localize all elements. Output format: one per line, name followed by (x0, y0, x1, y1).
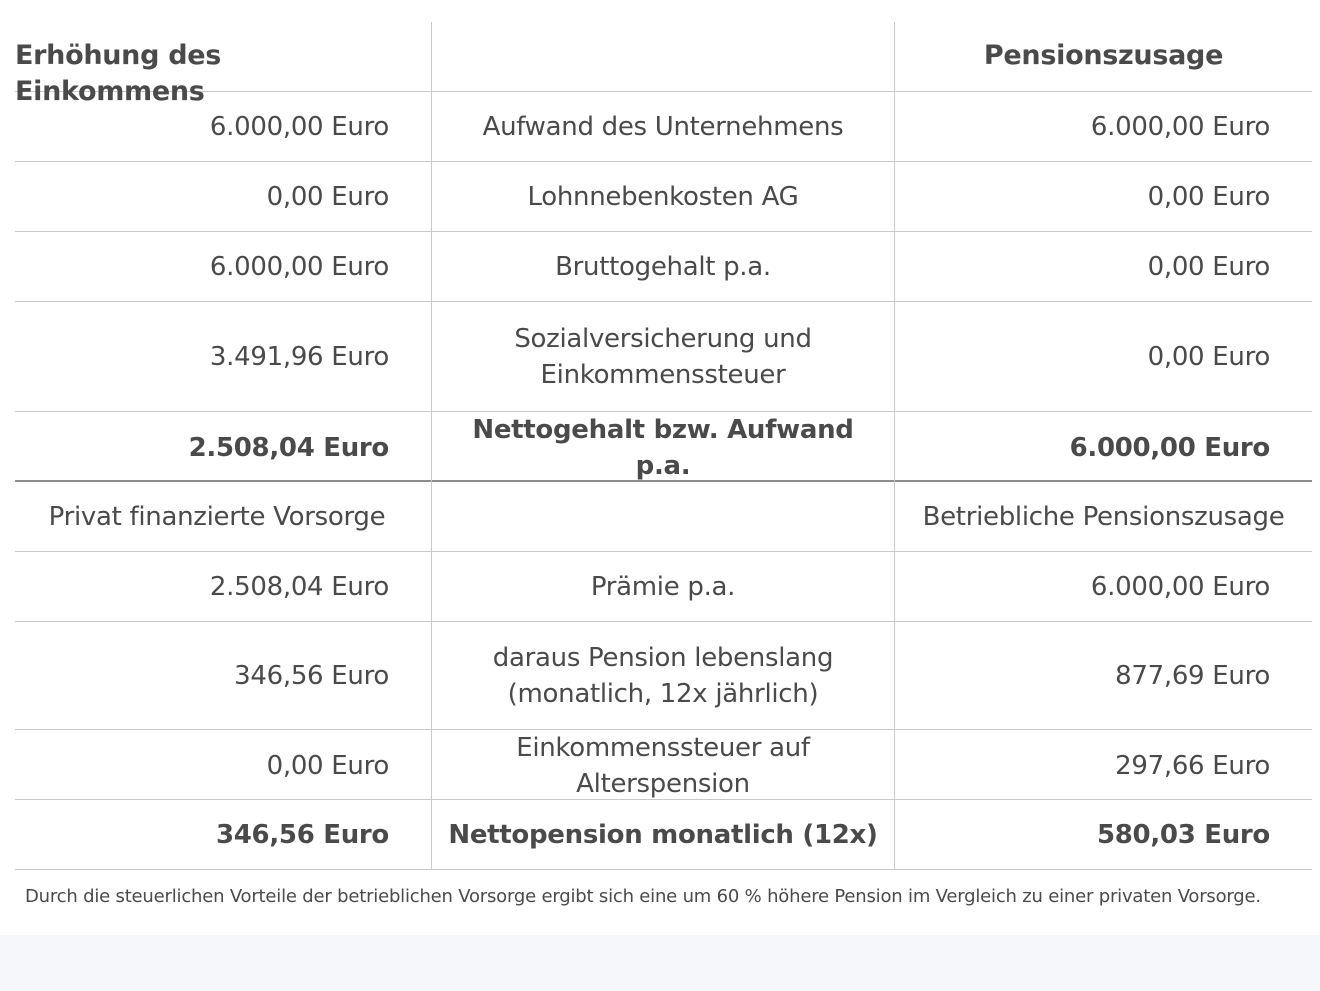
table-row-total (15, 412, 1312, 482)
table-row (15, 302, 1312, 412)
cell-label-line: daraus Pension lebenslang (492, 642, 834, 673)
cell-right: 6.000,00 Euro (1090, 571, 1270, 602)
cell-label (432, 622, 895, 729)
subheader-middle (432, 482, 895, 551)
table-row (15, 552, 1312, 622)
table-header-row (15, 22, 1312, 107)
cell-label: Nettopension monatlich (12x) (432, 800, 895, 869)
cell-left: 6.000,00 Euro (15, 92, 432, 161)
cell-label-line: Einkommenssteuer (540, 359, 786, 390)
footnote: Durch die steuerlichen Vorteile der betrieblichen Vorsorge ergibt sich eine um 60 % höhere Pension im Vergleich zu einer privaten Vorsorge. (25, 886, 1261, 907)
cell-right: 6.000,00 Euro (1090, 111, 1270, 142)
header-left: Erhöhung des Einkommens (15, 22, 432, 110)
cell-left: 2.508,04 Euro (15, 552, 432, 621)
cell-left: 346,56 Euro (15, 622, 432, 729)
cell-right: 877,69 Euro (1115, 660, 1270, 691)
cell-left: 0,00 Euro (15, 162, 432, 231)
cell-label: Einkommenssteuer auf Alterspension (432, 730, 895, 802)
cell-right: 6.000,00 Euro (1069, 433, 1270, 463)
table-row (15, 92, 1312, 162)
cell-left: 0,00 Euro (15, 730, 432, 802)
cell-right: 0,00 Euro (1147, 181, 1270, 212)
cell-right: 580,03 Euro (1096, 819, 1270, 850)
cell-right: 0,00 Euro (1147, 341, 1270, 372)
header-right: Pensionszusage (983, 40, 1224, 71)
table-row (15, 162, 1312, 232)
subheader-right: Betriebliche Pensionszusage (922, 501, 1285, 532)
cell-left: 3.491,96 Euro (15, 302, 432, 411)
bottom-band (0, 935, 1320, 991)
cell-right: 297,66 Euro (1115, 751, 1270, 781)
cell-left: 346,56 Euro (15, 800, 432, 869)
cell-label-line: (monatlich, 12x jährlich) (507, 678, 819, 709)
cell-right: 0,00 Euro (1147, 251, 1270, 282)
table-subheader-row (15, 482, 1312, 552)
cell-label: Prämie p.a. (432, 552, 895, 621)
cell-label-line: Sozialversicherung und (514, 323, 812, 354)
cell-label: Bruttogehalt p.a. (432, 232, 895, 301)
table-row (15, 730, 1312, 800)
cell-left: 6.000,00 Euro (15, 232, 432, 301)
comparison-table (15, 22, 1312, 870)
table-row (15, 232, 1312, 302)
cell-label (432, 302, 895, 411)
cell-left: 2.508,04 Euro (15, 412, 432, 484)
cell-label: Aufwand des Unternehmens (432, 92, 895, 161)
cell-label: Lohnnebenkosten AG (432, 162, 895, 231)
table-row-total (15, 800, 1312, 870)
cell-label: Nettogehalt bzw. Aufwand p.a. (432, 412, 895, 484)
table-row (15, 622, 1312, 730)
subheader-left: Privat finanzierte Vorsorge (15, 482, 432, 551)
